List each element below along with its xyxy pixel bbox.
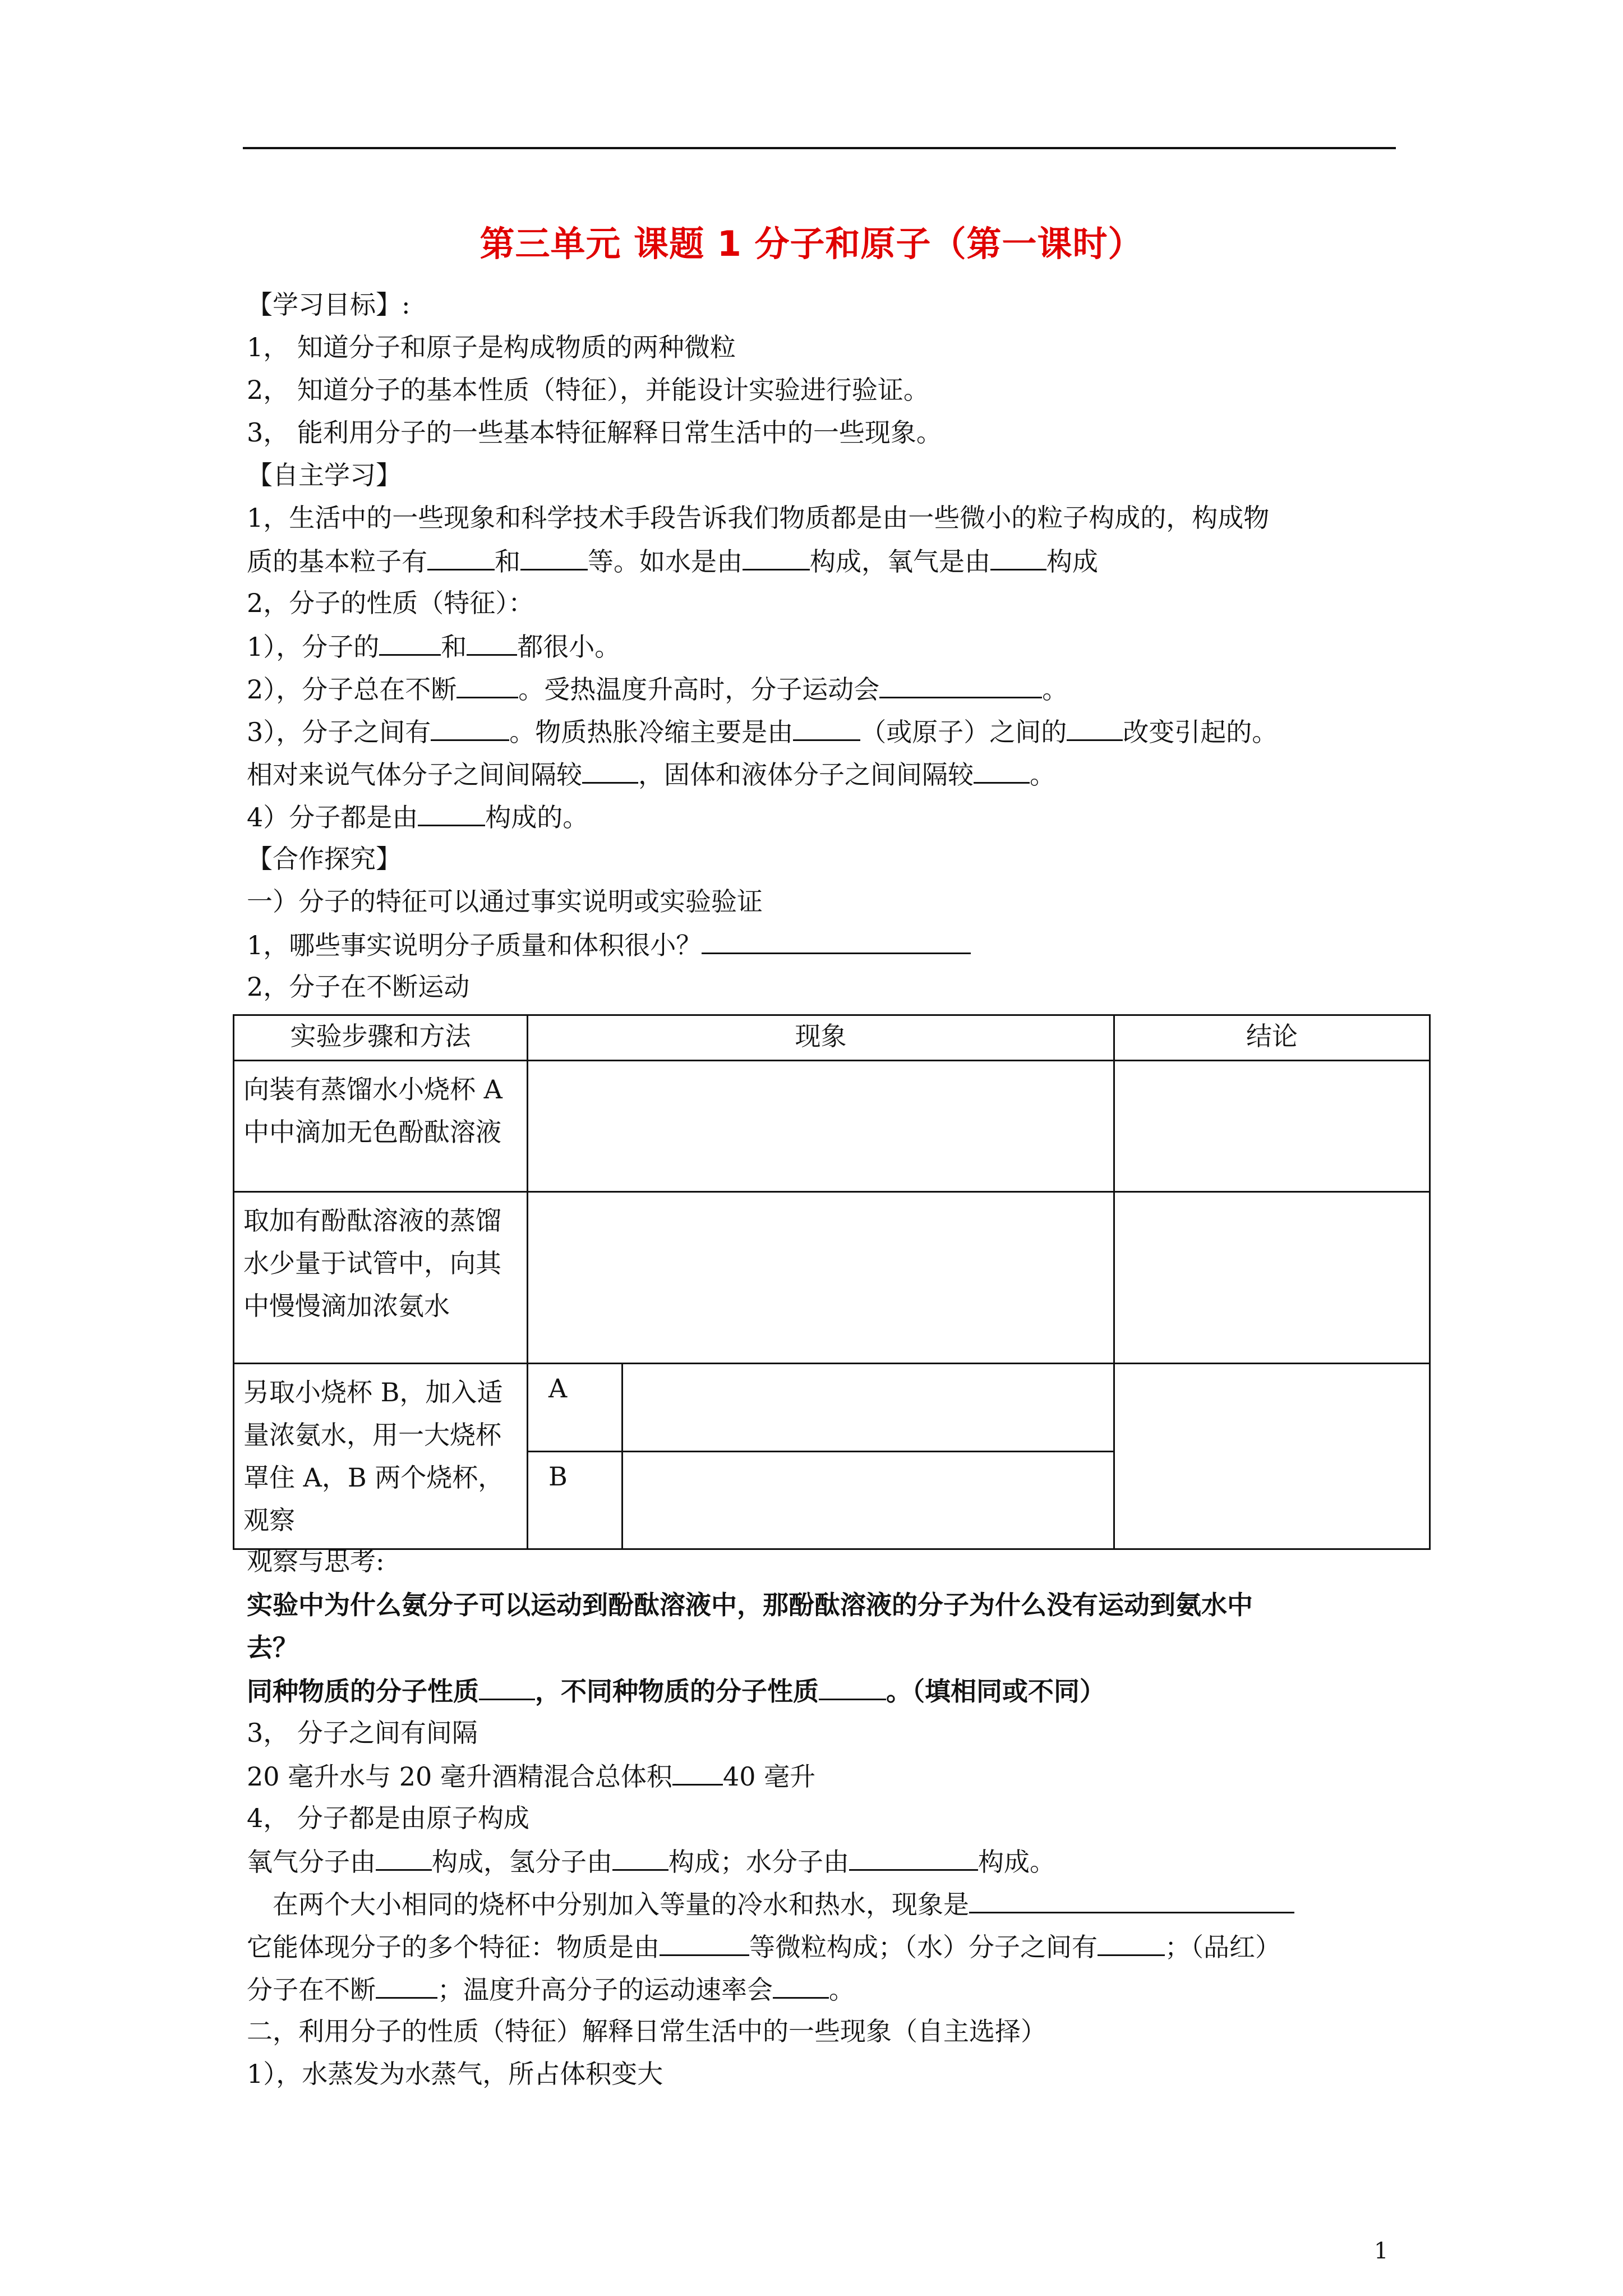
subheading: 观察与思考: <box>247 1546 385 1576</box>
blank-field[interactable] <box>1067 718 1123 741</box>
table-cell-step: 取加有酚酞溶液的蒸馏水少量于试管中，向其中慢慢滴加浓氨水 <box>234 1192 528 1364</box>
blank-field[interactable] <box>520 547 588 570</box>
section-heading-cooperative: 【合作探究】 <box>247 844 402 874</box>
subheading: 3， 分子之间有间隔 <box>247 1718 478 1748</box>
blank-field[interactable] <box>479 1677 535 1700</box>
header-rule <box>243 147 1396 149</box>
blank-field[interactable] <box>467 633 517 656</box>
table-header: 现象 <box>528 1015 1114 1061</box>
fill-line: 质的基本粒子有 和 等。如水是由 构成，氧气是由 构成 <box>247 546 1098 577</box>
experiment-table <box>233 1014 1431 1550</box>
objective-3: 3， 能利用分子的一些基本特征解释日常生活中的一些现象。 <box>247 417 942 448</box>
objective-1: 1， 知道分子和原子是构成物质的两种微粒 <box>247 332 736 362</box>
blank-field[interactable] <box>743 547 810 570</box>
blank-field[interactable] <box>849 1848 978 1871</box>
blank-field[interactable] <box>418 803 485 826</box>
bold-question: 实验中为什么氨分子可以运动到酚酞溶液中，那酚酞溶液的分子为什么没有运动到氨水中 <box>247 1590 1253 1620</box>
blank-field[interactable] <box>431 718 509 741</box>
fill-line: 1），分子的 和 都很小。 <box>247 632 621 662</box>
blank-field[interactable] <box>1098 1933 1165 1956</box>
subheading: 二，利用分子的性质（特征）解释日常生活中的一些现象（自主选择） <box>247 2016 1046 2046</box>
fill-line: 20 毫升水与 20 毫升酒精混合总体积 40 毫升 <box>247 1761 816 1792</box>
page-title: 第三单元 课题 1 分子和原子（第一课时） <box>479 223 1144 264</box>
table-cell-step: 向装有蒸馏水小烧杯 A 中中滴加无色酚酞溶液 <box>234 1061 528 1192</box>
blank-field[interactable] <box>612 1848 668 1871</box>
fill-line: 分子在不断 ；温度升高分子的运动速率会 。 <box>247 1975 855 2005</box>
blank-field[interactable] <box>990 547 1046 570</box>
fill-line: 4）分子都是由 构成的。 <box>247 802 589 832</box>
blank-field[interactable] <box>582 761 638 784</box>
question-line: 1），水蒸发为水蒸气，所占体积变大 <box>247 2059 663 2089</box>
blank-field[interactable] <box>819 1677 886 1700</box>
blank-field[interactable] <box>672 1763 723 1786</box>
bold-question: 去？ <box>247 1632 298 1663</box>
fill-line: 3），分子之间有 。物质热胀冷缩主要是由 （或原子）之间的 改变引起的。 <box>247 717 1278 747</box>
table-cell-conclusion[interactable] <box>1114 1061 1430 1192</box>
subheading: 2，分子的性质（特征）： <box>247 588 534 618</box>
section-heading-self-study: 【自主学习】 <box>247 460 402 490</box>
table-cell-conclusion[interactable] <box>1114 1192 1430 1364</box>
table-header: 实验步骤和方法 <box>234 1015 528 1061</box>
blank-field[interactable] <box>660 1933 749 1956</box>
table-header: 结论 <box>1114 1015 1430 1061</box>
blank-field[interactable] <box>376 1848 432 1871</box>
blank-field[interactable] <box>379 633 441 656</box>
table-cell-step: 另取小烧杯 B，加入适量浓氨水，用一大烧杯罩住 A，B 两个烧杯，观察 <box>234 1364 528 1549</box>
page-number: 1 <box>1374 2238 1389 2264</box>
fill-line: 2），分子总在不断 。受热温度升高时，分子运动会 。 <box>247 674 1068 705</box>
section-heading-objectives: 【学习目标】: <box>247 289 411 320</box>
blank-field[interactable] <box>427 547 495 570</box>
objective-2: 2， 知道分子的基本性质（特征），并能设计实验进行验证。 <box>247 375 929 405</box>
subheading: 4， 分子都是由原子构成 <box>247 1803 529 1833</box>
subheading: 2，分子在不断运动 <box>247 972 470 1002</box>
blank-field[interactable] <box>879 675 1042 698</box>
blank-field[interactable] <box>773 1976 829 1999</box>
question-line: 1，哪些事实说明分子质量和体积很小？ <box>247 931 971 958</box>
table-cell-phenomenon[interactable] <box>528 1061 1114 1192</box>
fill-line: 在两个大小相同的烧杯中分别加入等量的冷水和热水，现象是 <box>273 1890 1294 1917</box>
blank-field[interactable] <box>969 1890 1294 1913</box>
blank-field[interactable] <box>457 675 518 698</box>
paragraph-line: 1，生活中的一些现象和科学技术手段告诉我们物质都是由一些微小的粒子构成的，构成物 <box>247 503 1270 533</box>
blank-field[interactable] <box>793 718 860 741</box>
fill-line: 它能体现分子的多个特征：物质是由 等微粒构成；（水）分子之间有 ；（品红） <box>247 1932 1281 1962</box>
table-cell-conclusion[interactable] <box>1114 1364 1430 1549</box>
sub-label-a: A <box>528 1364 623 1452</box>
blank-field[interactable] <box>974 761 1030 784</box>
sub-label-b: B <box>528 1451 623 1549</box>
blank-field[interactable] <box>702 931 971 954</box>
subheading: 一）分子的特征可以通过事实说明或实验验证 <box>247 886 763 917</box>
table-cell-phenomenon-b[interactable] <box>623 1451 1114 1549</box>
fill-line: 氧气分子由 构成，氢分子由 构成；水分子由 构成。 <box>247 1847 1055 1877</box>
bold-fill-line: 同种物质的分子性质 ，不同种物质的分子性质 。（填相同或不同） <box>247 1676 1105 1706</box>
table-cell-phenomenon-a[interactable] <box>623 1364 1114 1452</box>
table-cell-phenomenon[interactable] <box>528 1192 1114 1364</box>
blank-field[interactable] <box>376 1976 437 1999</box>
fill-line: 相对来说气体分子之间间隔较 ，固体和液体分子之间间隔较 。 <box>247 760 1055 790</box>
